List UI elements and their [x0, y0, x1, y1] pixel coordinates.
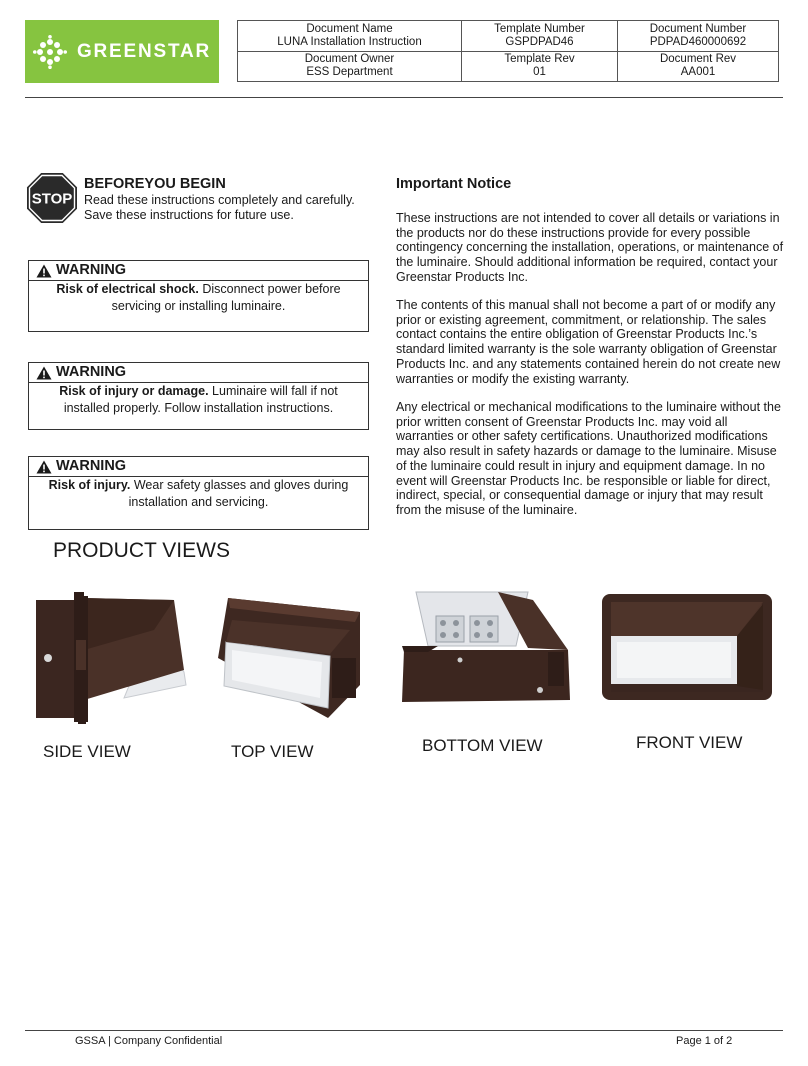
side-view-caption: SIDE VIEW	[43, 742, 131, 761]
side-view-image	[34, 590, 194, 730]
company-logo	[25, 20, 219, 83]
warning-triangle-icon	[36, 366, 52, 380]
footer-confidential: GSSA | Company Confidential	[75, 1035, 223, 1047]
warning-box-injury	[28, 456, 369, 530]
stop-sign-text: STOP	[31, 190, 73, 208]
front-view-image	[597, 590, 777, 705]
greenstar-flower-icon	[33, 35, 67, 69]
header-cell: Template Number GSPDPAD46	[462, 21, 618, 52]
notice-paragraph: Any electrical or mechanical modifications to the luminaire without the prior written consent of Greenstar Products Inc. may void all warranties or other safety certifications. Unauthorized modifications may also result in safety hazards or damage to the luminaire. Misuse of the luminaire could result in injury and equipment damage. In no event will Greenstar Products Inc. be responsible or liable for direct, indirect, special, or consequential damage or injury that may result from the misuse of the luminaire.	[396, 400, 781, 517]
warning-triangle-icon	[36, 264, 52, 278]
warning-box-electrical	[28, 260, 369, 332]
header-cell: Document Rev AA001	[618, 51, 779, 82]
top-view-image	[210, 590, 370, 725]
warning-body: Risk of injury. Wear safety glasses and gloves during installation and servicing.	[48, 478, 349, 509]
warning-body: Risk of injury or damage. Luminaire will fall if not installed properly. Follow installation instructions.	[59, 384, 338, 415]
byb-line: Read these instructions completely and carefully.	[84, 193, 355, 207]
header-cell: Document Number PDPAD460000692	[618, 21, 779, 52]
header-cell: Document Owner ESS Department	[238, 51, 462, 82]
header-cell: Template Rev 01	[462, 51, 618, 82]
logo-text: GREENSTAR	[76, 40, 212, 62]
footer-divider	[25, 1030, 783, 1031]
important-notice-title: Important Notice	[396, 176, 512, 192]
warning-triangle-icon	[36, 460, 52, 474]
header-row	[238, 21, 779, 52]
before-you-begin-title: BEFOREYOU BEGIN	[84, 176, 226, 192]
product-views-title: PRODUCT VIEWS	[53, 539, 230, 562]
warning-body: Risk of electrical shock. Disconnect power before servicing or installing luminaire.	[56, 282, 341, 313]
header-cell: Document Name LUNA Installation Instruction	[238, 21, 462, 52]
document-header-table	[237, 20, 779, 82]
header-divider	[25, 97, 783, 98]
byb-line: Save these instructions for future use.	[84, 208, 294, 222]
warning-title: WARNING	[29, 363, 368, 382]
notice-paragraph: The contents of this manual shall not become a part of or modify any prior or existing agreement, commitment, or relationship. The sales contact contains the entire obligation of Greenstar Products Inc.’s standard limited warranty is the sole warranty obligation of Greenstar Products Inc. and any statements contained herein do not create new warranties or modify the existing warranty.	[396, 298, 781, 386]
warning-title: WARNING	[29, 457, 368, 476]
bottom-view-image	[398, 590, 573, 710]
warning-title: WARNING	[29, 261, 368, 280]
stop-sign-icon	[26, 172, 78, 224]
notice-paragraph: These instructions are not intended to cover all details or variations in the products nor do these instructions provide for every possible contingency concerning the installation, operations, or maintenance of the luminaire. Should additional information be required, contact your Greenstar Products Inc.	[396, 211, 784, 284]
top-view-caption: TOP VIEW	[231, 742, 314, 761]
header-row	[238, 51, 779, 82]
warning-box-injury-damage	[28, 362, 369, 430]
footer-page-number: Page 1 of 2	[676, 1035, 733, 1047]
bottom-view-caption: BOTTOM VIEW	[422, 736, 543, 755]
before-you-begin-text	[84, 193, 384, 223]
front-view-caption: FRONT VIEW	[636, 733, 743, 752]
